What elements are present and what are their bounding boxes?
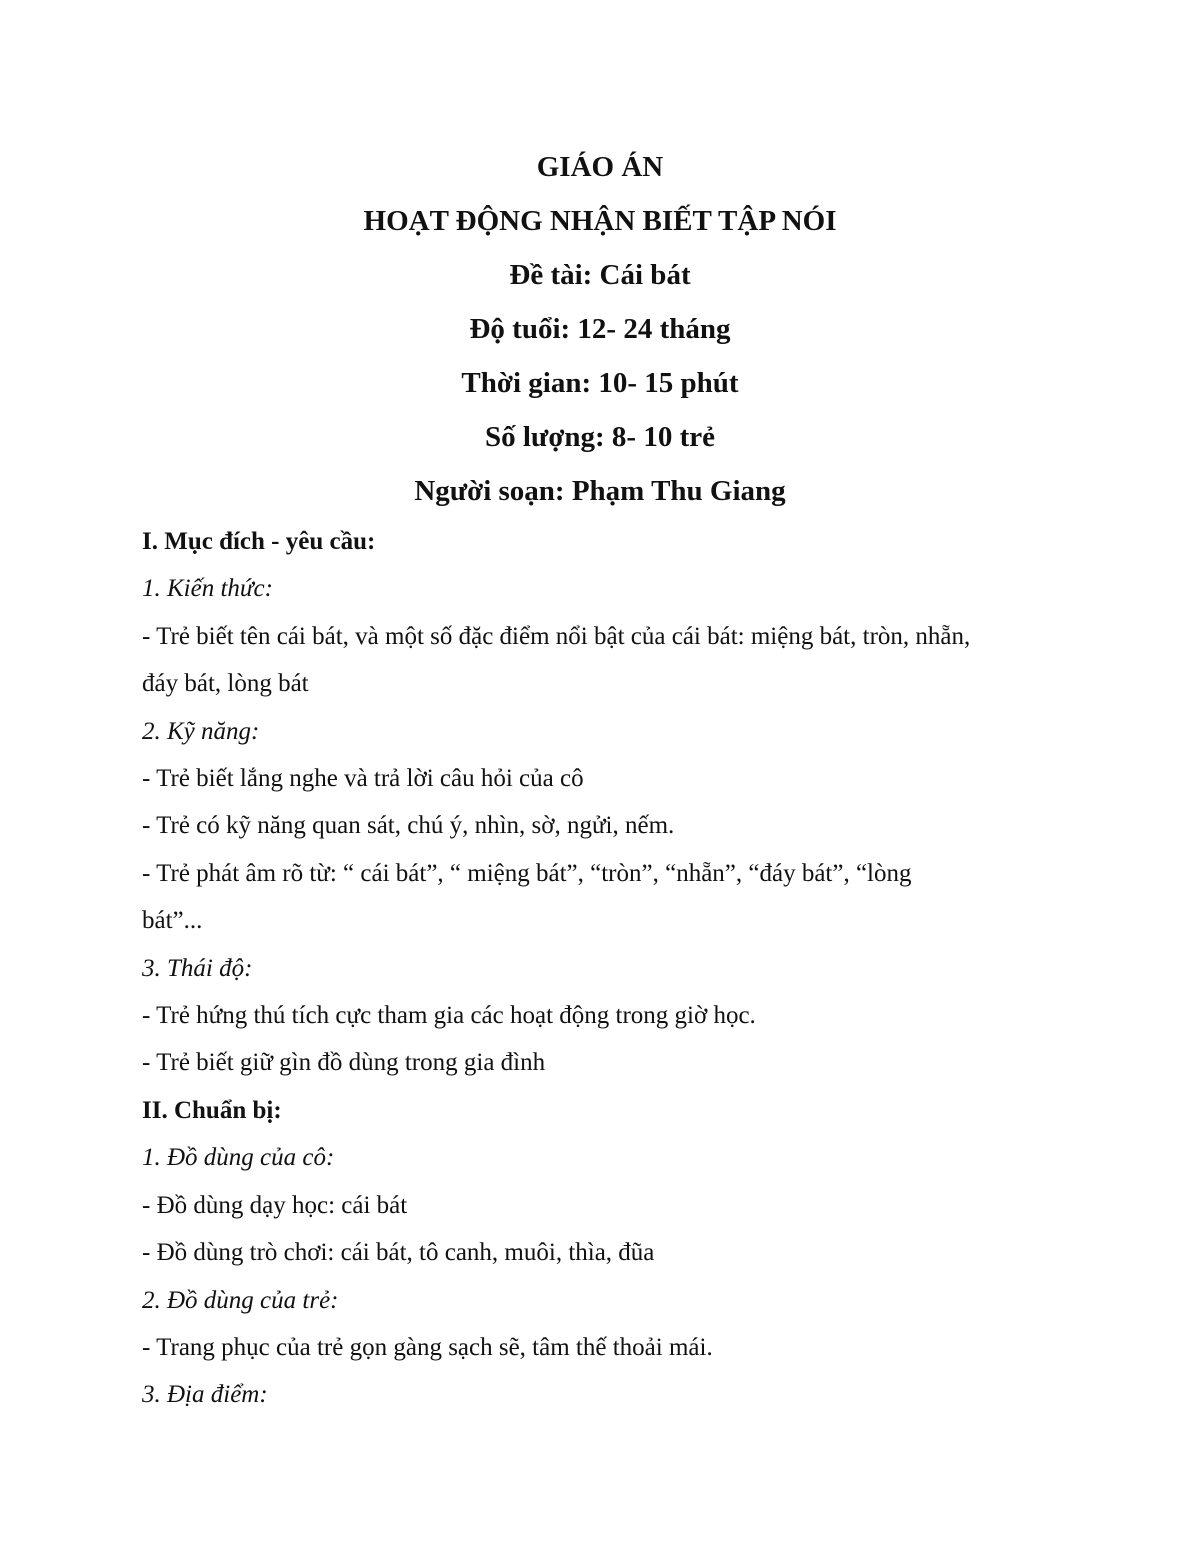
- list-item: bát”...: [142, 907, 203, 935]
- document-title: GIÁO ÁN: [536, 151, 664, 183]
- document-body: [142, 518, 1082, 1419]
- subheading-teacher-materials: 1. Đồ dùng của cô:: [142, 1144, 335, 1172]
- section-heading-objectives: I. Mục đích - yêu cầu:: [142, 528, 376, 555]
- subheading-attitude: 3. Thái độ:: [142, 954, 253, 982]
- title-block: [0, 140, 1200, 518]
- subheading-location: 3. Địa điểm:: [142, 1381, 268, 1409]
- subheading-skills: 2. Kỹ năng:: [142, 717, 260, 745]
- activity-title: HOẠT ĐỘNG NHẬN BIẾT TẬP NÓI: [363, 205, 837, 237]
- list-item: - Trẻ hứng thú tích cực tham gia các hoạt động trong giờ học.: [142, 1002, 756, 1030]
- list-item: - Trẻ biết tên cái bát, và một số đặc điểm nổi bật của cái bát: miệng bát, tròn, nhẵn,: [142, 622, 971, 650]
- author-line: Người soạn: Phạm Thu Giang: [414, 475, 786, 507]
- list-item: - Đồ dùng dạy học: cái bát: [142, 1191, 408, 1219]
- quantity-line: Số lượng: 8- 10 trẻ: [485, 421, 715, 453]
- age-line: Độ tuổi: 12- 24 tháng: [469, 313, 731, 345]
- subheading-children-materials: 2. Đồ dùng của trẻ:: [142, 1286, 339, 1314]
- list-item: - Trang phục của trẻ gọn gàng sạch sẽ, tâm thế thoải mái.: [142, 1333, 713, 1361]
- duration-line: Thời gian: 10- 15 phút: [461, 367, 739, 399]
- list-item: - Trẻ phát âm rõ từ: “ cái bát”, “ miệng bát”, “tròn”, “nhẵn”, “đáy bát”, “lòng: [142, 859, 912, 887]
- topic-line: Đề tài: Cái bát: [509, 259, 691, 291]
- list-item: - Trẻ biết giữ gìn đồ dùng trong gia đình: [142, 1049, 546, 1077]
- list-item: đáy bát, lòng bát: [142, 670, 309, 698]
- list-item: - Đồ dùng trò chơi: cái bát, tô canh, muôi, thìa, đũa: [142, 1239, 655, 1267]
- list-item: - Trẻ biết lắng nghe và trả lời câu hỏi của cô: [142, 765, 584, 793]
- list-item: - Trẻ có kỹ năng quan sát, chú ý, nhìn, sờ, ngửi, nếm.: [142, 812, 675, 840]
- subheading-knowledge: 1. Kiến thức:: [142, 575, 273, 603]
- section-heading-preparation: II. Chuẩn bị:: [142, 1096, 282, 1124]
